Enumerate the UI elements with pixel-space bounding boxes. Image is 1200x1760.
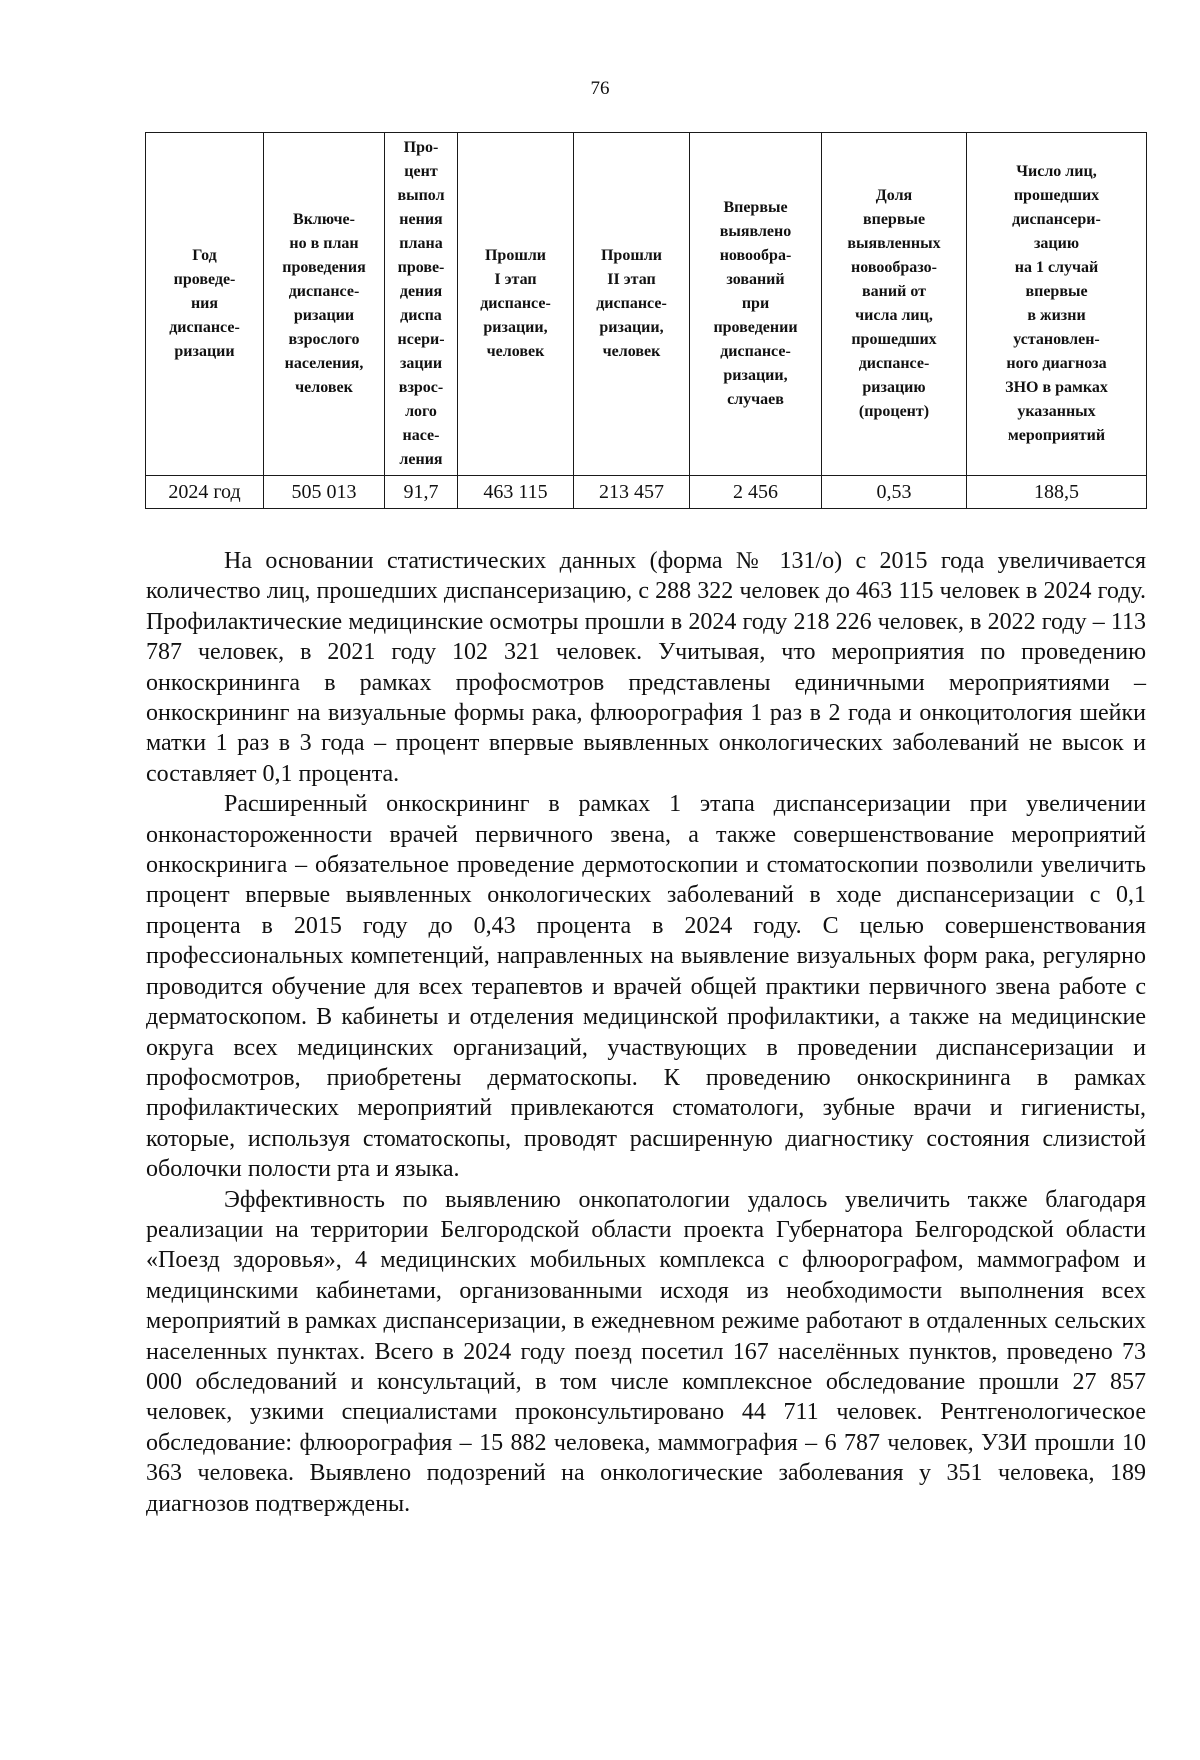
header-year: Год проведе- ния диспансе- ризации bbox=[146, 133, 264, 476]
cell-plan-percent: 91,7 bbox=[385, 476, 458, 509]
body-text bbox=[146, 546, 1146, 1519]
cell-year: 2024 год bbox=[146, 476, 264, 509]
header-planned: Включе- но в план проведения диспансе- ризации взрослого населения, человек bbox=[264, 133, 385, 476]
cell-planned: 505 013 bbox=[264, 476, 385, 509]
cell-new-neoplasms: 2 456 bbox=[690, 476, 822, 509]
statistics-table bbox=[145, 132, 1147, 509]
table-header-row bbox=[146, 133, 1147, 476]
header-neoplasm-share: Доля впервые выявленных новообразо- ваний от числа лиц, прошедших диспансе- ризацию (процент) bbox=[822, 133, 967, 476]
cell-neoplasm-share: 0,53 bbox=[822, 476, 967, 509]
page-number: 76 bbox=[590, 78, 610, 99]
cell-stage-one: 463 115 bbox=[458, 476, 574, 509]
header-stage-two: Прошли II этап диспансе- ризации, человек bbox=[574, 133, 690, 476]
cell-stage-two: 213 457 bbox=[574, 476, 690, 509]
header-new-neoplasms: Впервые выявлено новообра- зований при проведении диспансе- ризации, случаев bbox=[690, 133, 822, 476]
header-stage-one: Прошли I этап диспансе- ризации, человек bbox=[458, 133, 574, 476]
table-row bbox=[146, 476, 1147, 509]
paragraph: На основании статистических данных (форма № 131/о) с 2015 года увеличивается количество лиц, прошедших диспансеризацию, с 288 322 человек до 463 115 человек в 2024 году. Профилактические медицинские осмотры прошли в 2024 году 218 226 человек, в 2022 году – 113 787 человек, в 2021 году 102 321 человек. Учитывая, что мероприятия по проведению онкоскрининга в рамках профосмотров представлены единичными мероприятиями – онкоскрининг на визуальные формы рака, флюорография 1 раз в 2 года и онкоцитология шейки матки 1 раз в 3 года – процент впервые выявленных онкологических заболеваний не высок и составляет 0,1 процента. bbox=[146, 548, 1146, 787]
header-plan-percent: Про- цент выпол нения плана прове- дения диспа нсери- зации взрос- лого насе- ления bbox=[385, 133, 458, 476]
paragraph: Эффективность по выявлению онкопатологии удалось увеличить также благодаря реализации на территории Белгородской области проекта Губернатора Белгородской области «Поезд здоровья», 4 медицинских мобильных комплекса с флюорографом, маммографом и медицинскими кабинетами, организованными исходя из необходимости выполнения всех мероприятий в рамках диспансеризации, в ежедневном режиме работают в отдаленных сельских населенных пунктах. Всего в 2024 году поезд посетил 167 населённых пунктов, проведено 73 000 обследований и консультаций, в том числе комплексное обследование прошли 27 857 человек, узкими специалистами проконсультировано 44 711 человек. Рентгенологическое обследование: флюорография – 15 882 человека, маммография – 6 787 человек, УЗИ прошли 10 363 человека. Выявлено подозрений на онкологические заболевания у 351 человека, 189 диагнозов подтверждены. bbox=[146, 1186, 1146, 1517]
cell-persons-per-case: 188,5 bbox=[967, 476, 1147, 509]
header-persons-per-case: Число лиц, прошедших диспансери- зацию на 1 случай впервые в жизни установлен- ного диагноза ЗНО в рамках указанных мероприятий bbox=[967, 133, 1147, 476]
paragraph: Расширенный онкоскрининг в рамках 1 этапа диспансеризации при увеличении онконастороженности врачей первичного звена, а также совершенствование мероприятий онкоскринига – обязательное проведение дермотоскопии и стоматоскопии позволили увеличить процент впервые выявленных онкологических заболеваний в ходе диспансеризации с 0,1 процента в 2015 году до 0,43 процента в 2024 году. С целью совершенствования профессиональных компетенций, направленных на выявление визуальных форм рака, регулярно проводится обучение для всех терапевтов и врачей общей практики первичного звена работе с дерматоскопом. В кабинеты и отделения медицинской профилактики, а также на медицинские округа всех медицинских организаций, участвующих в проведении диспансеризации и профосмотров, приобретены дерматоскопы. К проведению онкоскрининга в рамках профилактических мероприятий привлекаются стоматологи, зубные врачи и гигиенисты, которые, используя стоматоскопы, проводят расширенную диагностику состояния слизистой оболочки полости рта и языка. bbox=[146, 791, 1146, 1183]
